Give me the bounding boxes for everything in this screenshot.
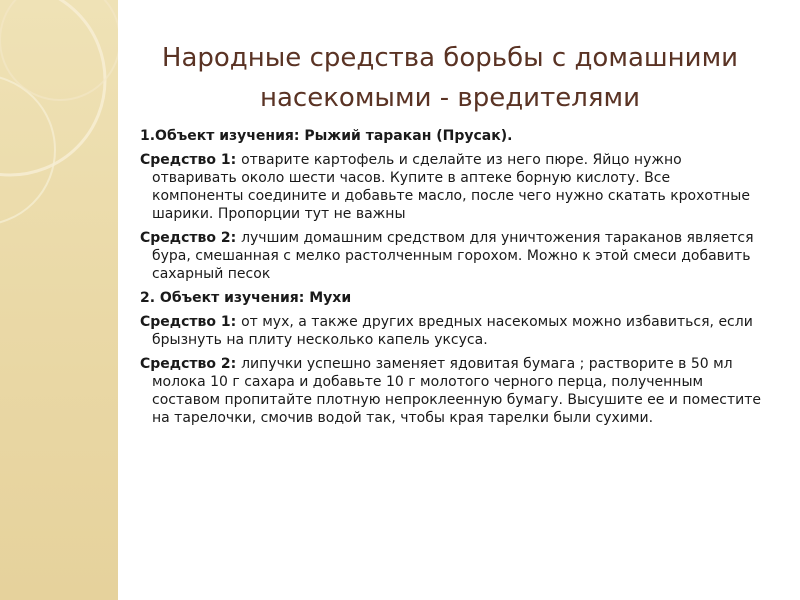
- object-heading-1-label: 1.Объект изучения: Рыжий таракан (Прусак).: [140, 128, 513, 144]
- remedy-paragraph-2: [140, 229, 765, 283]
- remedy-text: от мух, а также других вредных насекомых можно избавиться, если брызнуть на плиту несколько капель уксуса.: [152, 314, 753, 348]
- remedy-paragraph-3: [140, 313, 765, 349]
- decorative-rings: [0, 0, 118, 600]
- slide-content: [140, 127, 765, 433]
- remedy-paragraph-4: [140, 355, 765, 427]
- remedy-label: Средство 2:: [140, 356, 242, 372]
- remedy-label: Средство 1:: [140, 152, 242, 168]
- remedy-text: липучки успешно заменяет ядовитая бумага ; растворите в 50 мл молока 10 г сахара и добавьте 10 г молотого черного перца, полученным составом пропитайте плотную непроклеенную бумагу. Высушите ее и поместите на тарелочки, смочив водой так, чтобы края тарелки были сухими.: [152, 356, 761, 426]
- remedy-label: Средство 2:: [140, 230, 242, 246]
- remedy-text: отварите картофель и сделайте из него пюре. Яйцо нужно отваривать около шести часов. Купите в аптеке борную кислоту. Все компоненты соедините и добавьте масло, после чего нужно скатать крохотные шарики. Пропорции тут не важны: [152, 152, 750, 222]
- remedy-text: лучшим домашним средством для уничтожения тараканов является бура, смешанная с мелко растолченным горохом. Можно к этой смеси добавить сахарный песок: [152, 230, 754, 282]
- remedy-label: Средство 1:: [140, 314, 242, 330]
- object-heading-2-label: 2. Объект изучения: Мухи: [140, 290, 352, 306]
- object-heading-2: [140, 289, 765, 307]
- remedy-paragraph-1: [140, 151, 765, 223]
- decorative-sidebar-band: [0, 0, 118, 600]
- object-heading-1: [140, 127, 765, 145]
- slide-title: Народные средства борьбы с домашними насекомыми - вредителями: [161, 43, 739, 113]
